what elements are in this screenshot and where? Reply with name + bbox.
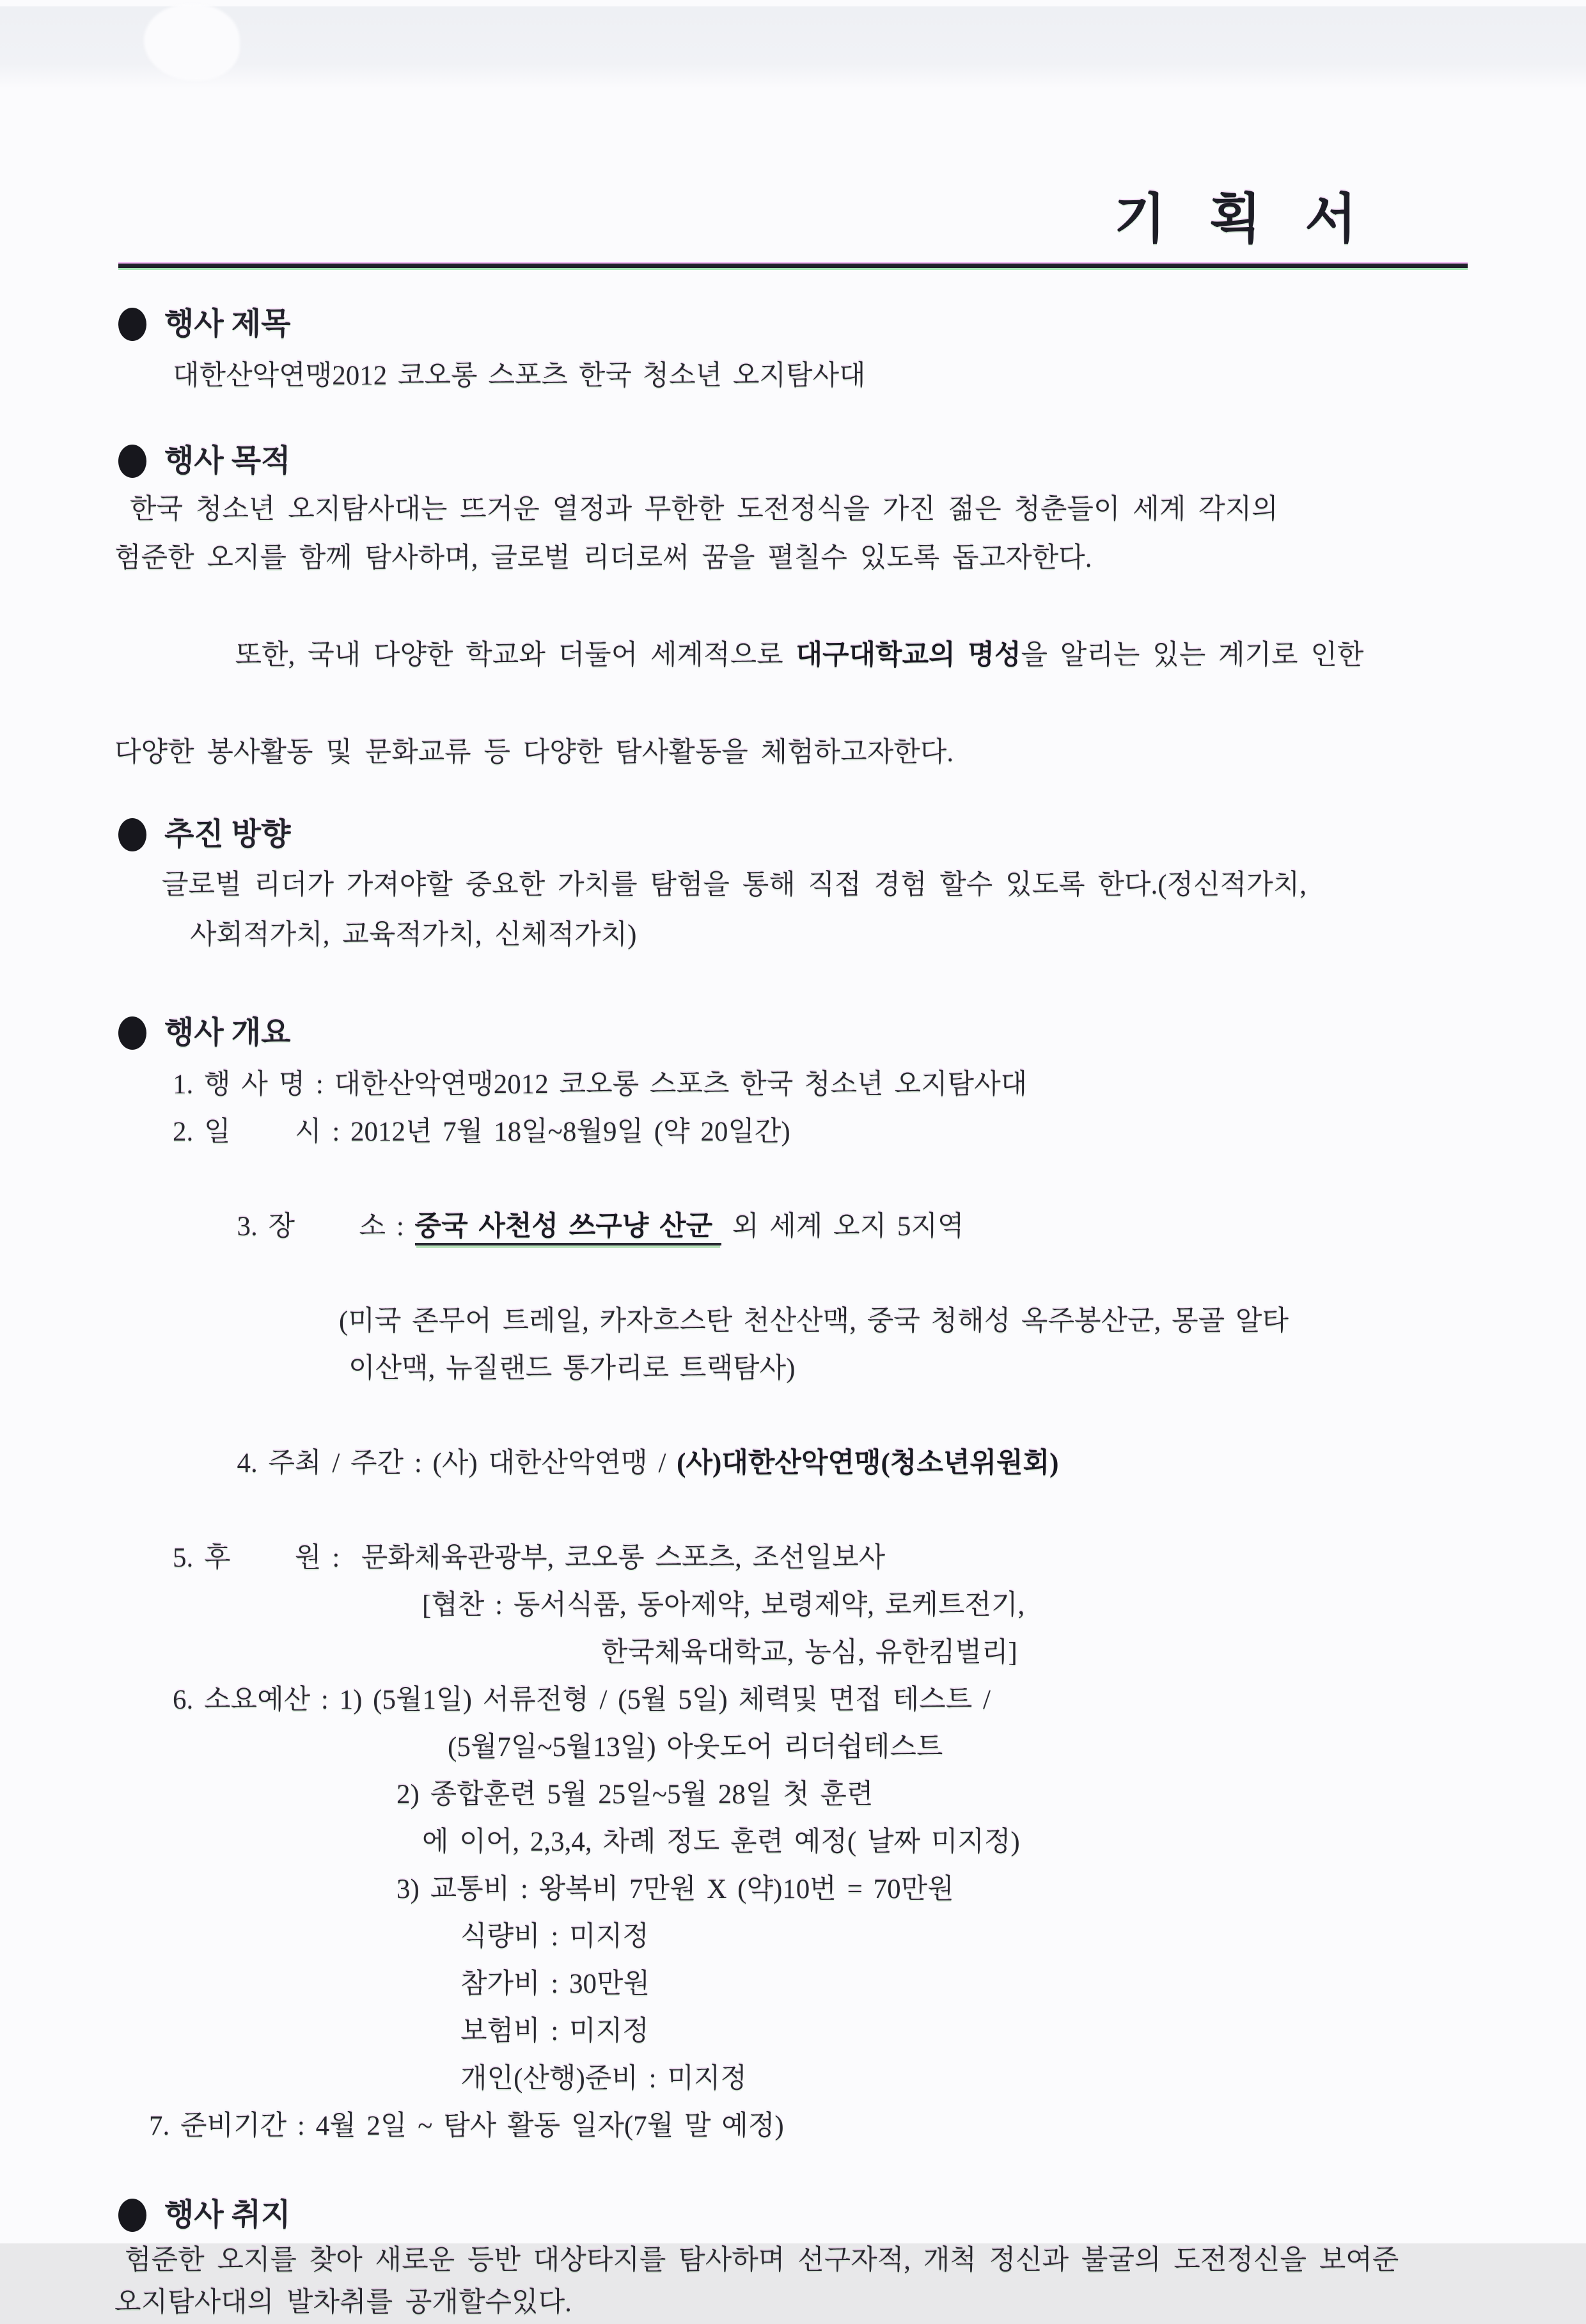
purpose-line3-bold: 대구대학교의 명성 (796, 640, 1021, 671)
overview-item6-sub: 참가비 : 30만원 (460, 1969, 650, 2000)
overview-item6-sub: (5월7일~5월13일) 아웃도어 리더쉽테스트 (448, 1732, 943, 1763)
section-heading-label: 행사 목적 (164, 444, 291, 478)
overview-item6-sub: 식량비 : 미지정 (460, 1922, 649, 1952)
overview-item-2: 2. 일 시 : 2012년 7월 18일~8월9일 (약 20일간) (173, 1117, 790, 1148)
overview-item4-bold: (사)대한산악연맹(청소년위원회) (677, 1448, 1059, 1479)
purpose-line: 다양한 봉사활동 및 문화교류 등 다양한 탐사활동을 체험하고자한다. (114, 738, 954, 768)
overview-item6-sub: 에 이어, 2,3,4, 차례 정도 훈련 예정( 날짜 미지정) (422, 1827, 1020, 1858)
section-heading-label: 추진 방향 (164, 818, 291, 852)
overview-item-5: 5. 후 원 : 문화체육관광부, 코오롱 스포츠, 조선일보사 (173, 1543, 886, 1574)
direction-line: 사회적가치, 교육적가치, 신체적가치) (190, 920, 637, 951)
overview-item6-sub: 3) 교통비 : 왕복비 7만원 X (약)10번 = 70만원 (396, 1874, 954, 1905)
section-heading-intent (118, 2196, 1468, 2234)
overview-item6-sub: 2) 종합훈련 5월 25일~5월 28일 첫 훈련 (396, 1780, 874, 1810)
section-bullet-icon (118, 2199, 146, 2232)
section-heading-purpose (118, 442, 1468, 480)
section-bullet-icon (118, 1016, 146, 1050)
section-heading-direction (118, 816, 1468, 854)
section-heading-label: 행사 취지 (164, 2198, 291, 2233)
intent-line: 오지탐사대의 발차취를 공개할수있다. (114, 2288, 572, 2318)
direction-line: 글로벌 리더가 가져야할 중요한 가치를 탐험을 통해 직접 경험 할수 있도록 한다.(정신적가치, (162, 870, 1307, 901)
overview-item3-label: 3. 장 소 : (237, 1212, 415, 1242)
section-bullet-icon (118, 818, 146, 851)
overview-item-4 (173, 1393, 1468, 1535)
purpose-line: 한국 청소년 오지탐사대는 뜨거운 열정과 무한한 도전정식을 가진 젊은 청춘들이 세계 각지의 (130, 494, 1278, 525)
overview-item5-sub: 한국체육대학교, 농심, 유한킴벌리] (601, 1638, 1017, 1668)
overview-item6-sub: 개인(산행)준비 : 미지정 (460, 2064, 747, 2094)
overview-item5-sub: [협찬 : 동서식품, 동아제약, 보령제약, 로케트전기, (422, 1590, 1025, 1621)
event-title-body: 대한산악연맹2012 코오롱 스포츠 한국 청소년 오지탐사대 (173, 361, 866, 391)
section-bullet-icon (118, 308, 146, 341)
section-heading-label: 행사 제목 (164, 307, 291, 342)
document-content (114, 0, 1468, 2324)
intent-line: 험준한 오지를 찾아 새로운 등반 대상타지를 탐사하며 선구자적, 개척 정신과 불굴의 도전정신을 보여준 (125, 2245, 1399, 2276)
overview-item-1: 1. 행 사 명 : 대한산악연맹2012 코오롱 스포츠 한국 청소년 오지탐사대 (173, 1070, 1028, 1100)
purpose-line: 험준한 오지를 함께 탐사하며, 글로벌 리더로써 꿈을 펼칠수 있도록 돕고자한다. (114, 543, 1092, 574)
section-bullet-icon (118, 445, 146, 478)
document-title: 기 획 서 (1113, 190, 1372, 249)
overview-item-6: 6. 소요예산 : 1) (5월1일) 서류전형 / (5월 5일) 체력및 면접 테스트 / (173, 1685, 991, 1716)
overview-item6-sub: 보험비 : 미지정 (460, 2016, 649, 2047)
overview-item-3 (173, 1156, 1468, 1298)
section-heading-label: 행사 개요 (164, 1016, 291, 1050)
section-heading-event-title (118, 305, 1468, 344)
title-underline-rule (118, 264, 1468, 268)
overview-item3-sub: (미국 존무어 트레일, 카자흐스탄 천산산맥, 중국 청해성 옥주봉산군, 몽골 알타 (339, 1306, 1289, 1337)
purpose-line3-pre: 또한, 국내 다양한 학교와 더둘어 세계적으로 (235, 640, 796, 671)
overview-item3-sub: 이산맥, 뉴질랜드 통가리로 트랙탐사) (349, 1354, 796, 1384)
overview-item3-highlight: 중국 사천성 쓰구냥 산군 (415, 1212, 722, 1245)
overview-item4-label: 4. 주최 / 주간 : (사) 대한산악연맹 / (237, 1448, 677, 1479)
purpose-line (159, 583, 1468, 729)
overview-item-7: 7. 준비기간 : 4월 2일 ~ 탐사 활동 일자(7월 말 예정) (149, 2111, 784, 2142)
section-heading-overview (118, 1014, 1468, 1052)
purpose-line3-post: 을 알리는 있는 계기로 인한 (1021, 640, 1364, 671)
overview-item3-rest: 외 세계 오지 5지역 (721, 1212, 964, 1242)
